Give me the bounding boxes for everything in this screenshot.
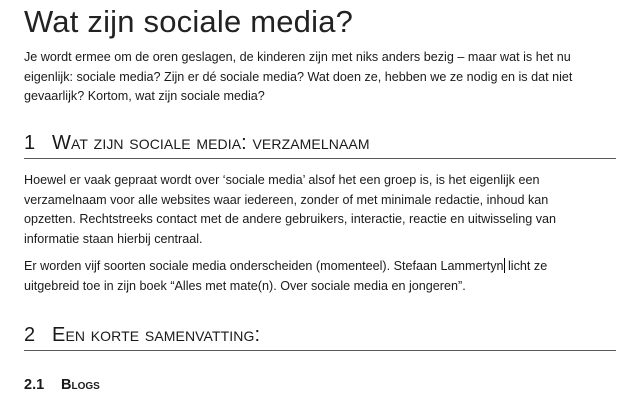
- text-before-cursor[interactable]: Er worden vijf soorten sociale media onderscheiden (momenteel). Stefaan Lammertyn: [24, 259, 504, 273]
- heading-section-1-title[interactable]: Wat zijn sociale media: verzamelnaam: [52, 132, 370, 154]
- section-1-paragraph-1[interactable]: [24, 171, 624, 249]
- heading-section-2-1-number: 2.1: [24, 377, 45, 393]
- intro-line-1[interactable]: Je wordt ermee om de oren geslagen, de kinderen zijn met niks anders bezig – maar wat is het nu: [24, 50, 571, 64]
- intro-line-3[interactable]: gevaarlijk? Kortom, wat zijn sociale media?: [24, 89, 265, 103]
- section-1-p1-line-2[interactable]: verzamelnaam voor alle websites waar iedereen, zonder of met minimale redactie, inhoud kan: [24, 192, 549, 207]
- section-1-paragraph-2[interactable]: [24, 257, 624, 296]
- section-1-p1-line-4[interactable]: informatie staan hierbij centraal.: [24, 231, 203, 246]
- heading-section-2-number: 2: [24, 324, 36, 346]
- heading-section-2[interactable]: [24, 322, 616, 351]
- heading-section-1[interactable]: [24, 130, 616, 159]
- section-1-p1-line-1[interactable]: Hoewel er vaak gepraat wordt over ‘sociale media’ alsof het een groep is, is het eigenlijk een: [24, 173, 540, 187]
- intro-paragraph[interactable]: [24, 48, 624, 107]
- heading-section-1-number: 1: [24, 132, 36, 154]
- text-after-cursor[interactable]: licht ze: [504, 259, 548, 273]
- section-1-p1-line-3[interactable]: opzetten. Rechtstreeks contact met de andere gebruikers, interactie, reactie en uitwisseling van: [24, 212, 557, 226]
- section-1-p2-line-2[interactable]: uitgebreid toe in zijn boek “Alles met mate(n). Over sociale media en jongeren”.: [24, 278, 466, 293]
- heading-section-2-title[interactable]: Een korte samenvatting:: [52, 324, 261, 346]
- heading-section-2-1-title[interactable]: Blogs: [61, 377, 100, 393]
- section-1-p2-line-1[interactable]: [24, 257, 624, 277]
- intro-line-2[interactable]: eigenlijk: sociale media? Zijn er dé sociale media? Wat doen ze, hebben we ze nodig en is dat niet: [24, 69, 573, 84]
- document-title[interactable]: Wat zijn sociale media?: [24, 4, 354, 39]
